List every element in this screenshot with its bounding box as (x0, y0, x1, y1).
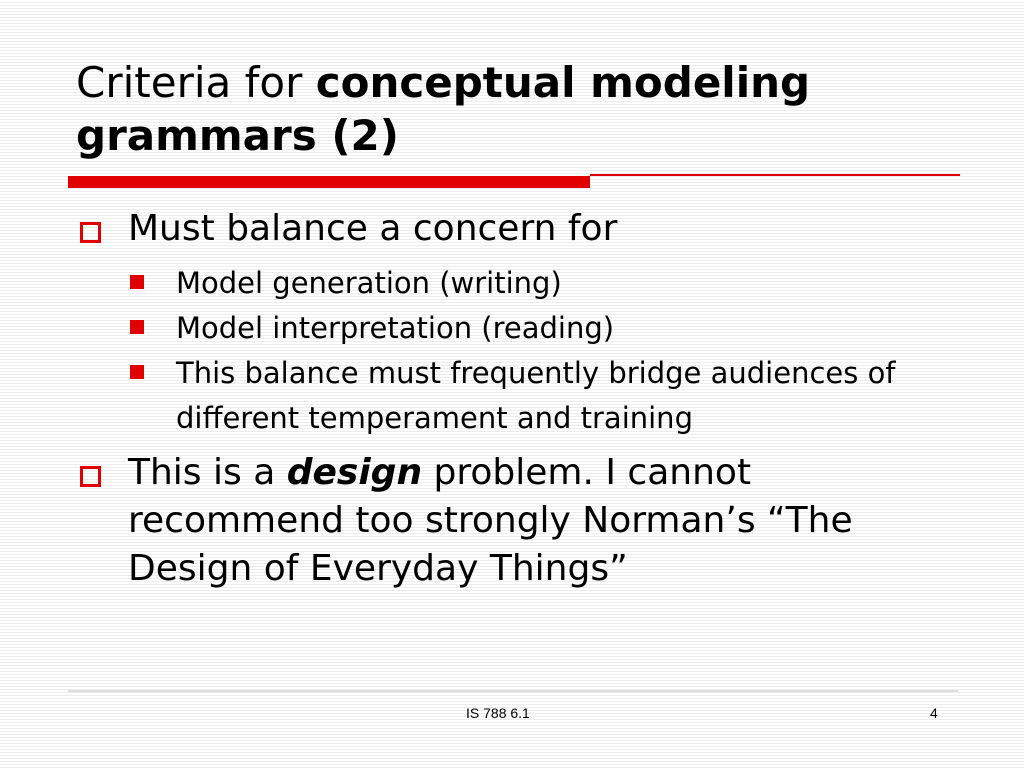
footer-label: IS 788 6.1 (466, 705, 530, 721)
title-bold: conceptual modeling grammars (2) (76, 58, 811, 160)
bullet-level1 (78, 449, 958, 593)
filled-square-bullet-icon (130, 275, 144, 289)
bullet-level1 (78, 205, 958, 253)
bullet-level2 (78, 261, 958, 306)
page-number: 4 (930, 705, 938, 721)
footer-divider (68, 690, 958, 692)
title-underline-thick (68, 176, 590, 188)
hollow-square-bullet-icon (80, 466, 101, 487)
filled-square-bullet-icon (130, 365, 144, 379)
sub-bullet-text: Model generation (writing) (176, 266, 562, 300)
bullet-text-before: This is a (128, 452, 287, 493)
sub-bullet-text: Model interpretation (reading) (176, 311, 615, 345)
bullet-level2 (78, 351, 958, 441)
title-underline-thin (590, 174, 960, 176)
bullet-text: Must balance a concern for (128, 208, 618, 249)
bullet-text-after: problem. I cannot recommend too strongly Norman’s “The Design of Everyday Things” (128, 452, 853, 589)
filled-square-bullet-icon (130, 320, 144, 334)
slide-body (78, 205, 958, 601)
bullet-text-emphasis: design (286, 452, 423, 493)
slide-title (76, 56, 976, 162)
bullet-level2 (78, 306, 958, 351)
title-plain: Criteria for (76, 58, 316, 107)
hollow-square-bullet-icon (80, 222, 101, 243)
sub-bullet-text: This balance must frequently bridge audiences of different temperament and training (176, 356, 896, 435)
